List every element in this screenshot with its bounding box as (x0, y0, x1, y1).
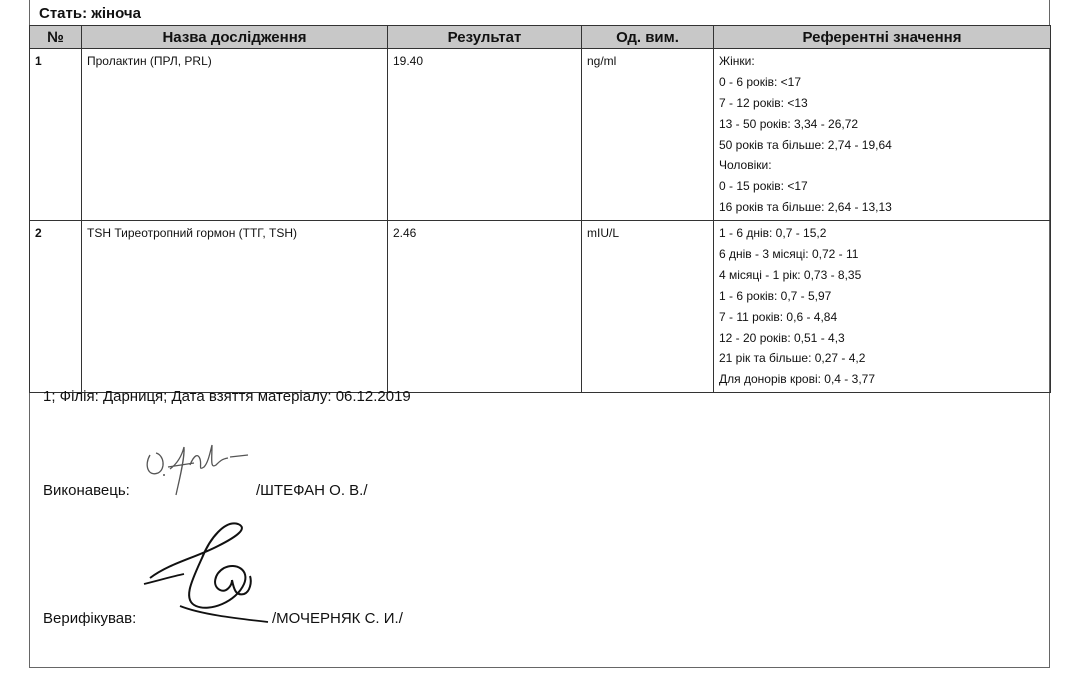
reference-line: 1 - 6 днів: 0,7 - 15,2 (719, 226, 827, 241)
reference-line: 0 - 6 років: <17 (719, 74, 802, 89)
performer-signature (138, 425, 258, 500)
reference-line: 7 - 11 років: 0,6 - 4,84 (719, 309, 838, 324)
test-unit: mIU/L (582, 221, 714, 393)
reference-line: Для донорів крові: 0,4 - 3,77 (719, 372, 875, 387)
verifier-signature (140, 518, 272, 628)
column-header-reference: Референтні значення (714, 26, 1051, 49)
performer-label: Виконавець: (43, 482, 130, 499)
test-result: 2.46 (388, 221, 582, 393)
test-result: 19.40 (388, 49, 582, 221)
test-name: Пролактин (ПРЛ, PRL) (82, 49, 388, 221)
reference-values (714, 221, 1051, 393)
column-header-result: Результат (388, 26, 582, 49)
branch-info: 1; Філія: Дарниця; Дата взяття матеріалу: 06.12.2019 (43, 388, 411, 405)
table-row (30, 221, 1051, 393)
reference-line: 21 рік та більше: 0,27 - 4,2 (719, 351, 866, 366)
results-table (29, 25, 1051, 393)
test-unit: ng/ml (582, 49, 714, 221)
reference-line: 7 - 12 років: <13 (719, 95, 808, 110)
reference-line: 0 - 15 років: <17 (719, 179, 808, 194)
reference-line: 1 - 6 років: 0,7 - 5,97 (719, 288, 832, 303)
patient-gender: Стать: жіноча (39, 5, 141, 22)
row-number: 2 (30, 221, 82, 393)
reference-line: 13 - 50 років: 3,34 - 26,72 (719, 116, 859, 131)
verifier-label: Верифікував: (43, 610, 137, 627)
reference-line: Чоловіки: (719, 158, 772, 173)
reference-line: 50 років та більше: 2,74 - 19,64 (719, 137, 892, 152)
table-header-row (30, 26, 1051, 49)
reference-line: 16 років та більше: 2,64 - 13,13 (719, 200, 892, 215)
column-header-number: № (30, 26, 82, 49)
test-name: TSH Тиреотропний гормон (ТТГ, TSH) (82, 221, 388, 393)
performer-name: /ШТЕФАН О. В./ (256, 482, 368, 499)
reference-line: 4 місяці - 1 рік: 0,73 - 8,35 (719, 267, 862, 282)
table-row (30, 49, 1051, 221)
reference-line: 6 днів - 3 місяці: 0,72 - 11 (719, 247, 859, 262)
verifier-name: /МОЧЕРНЯК С. И./ (272, 610, 403, 627)
reference-line: Жінки: (719, 54, 755, 68)
reference-line: 12 - 20 років: 0,51 - 4,3 (719, 330, 845, 345)
column-header-unit: Од. вим. (582, 26, 714, 49)
column-header-test-name: Назва дослідження (82, 26, 388, 49)
reference-values (714, 49, 1051, 221)
row-number: 1 (30, 49, 82, 221)
